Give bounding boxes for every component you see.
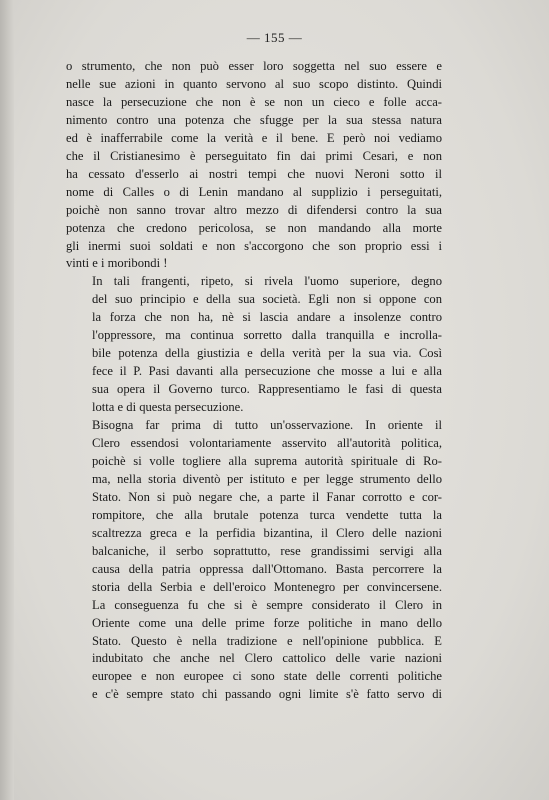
text-line: lotta e di questa persecuzione. (92, 400, 244, 415)
text-line: e c'è sempre stato chi passando ogni limite s'è fatto servo di (92, 687, 442, 702)
text-line: ha cessato d'esserlo ai nostri tempi che nuovi Neroni sotto il (66, 166, 442, 181)
text-line: Bisogna far prima di tutto un'osservazione. In oriente il (92, 418, 442, 433)
text-line: potenza che credono pericolosa, se non mandando alla morte (66, 220, 442, 235)
text-line: nimento contro una potenza che sfugge per la sua stessa natura (66, 112, 442, 127)
text-line: balcaniche, il serbo soprattutto, rese grandissimi servigi alla (92, 543, 442, 558)
text-line: che il Cristianesimo è perseguitato fin dai primi Cesari, e non (66, 148, 442, 163)
text-line: rompitore, che alla brutale potenza turca vendette tutta la (92, 507, 442, 522)
text-line: poichè non sanno trovar altro mezzo di difendersi contro la sua (66, 202, 442, 217)
text-line: sua opera il Governo turco. Rappresentiamo le fasi di questa (92, 382, 442, 397)
text-line: del suo principio e della sua società. Egli non si oppone con (92, 292, 442, 307)
paragraph-2 (66, 273, 442, 417)
paragraph-3 (66, 417, 442, 704)
text-line: Stato. Questo è nella tradizione e nell'opinione pubblica. E (92, 633, 442, 648)
paragraph-1 (66, 58, 442, 273)
text-line: nelle sue azioni in quanto servono al suo scopo distinto. Quindi (66, 76, 442, 91)
body-text (66, 58, 442, 704)
text-line: vinti e i moribondi ! (66, 256, 168, 271)
text-line: causa della patria oppressa dall'Ottomano. Basta percorrere la (92, 561, 442, 576)
text-line: bile potenza della giustizia e della verità per la sua via. Così (92, 346, 442, 361)
text-line: gli inermi suoi soldati e non s'accorgono che son proprio essi i (66, 238, 442, 253)
text-line: La conseguenza fu che si è sempre considerato il Clero in (92, 597, 442, 612)
text-line: o strumento, che non può esser loro soggetta nel suo essere e (66, 59, 442, 73)
text-line: indubitato che anche nel Clero cattolico delle varie nazioni (92, 651, 442, 666)
page-gutter-shadow (0, 0, 14, 800)
text-line: storia della Serbia e dell'eroico Montenegro per convincersene. (92, 579, 442, 594)
text-line: europee e non europee ci sono state delle correnti politiche (92, 669, 442, 684)
text-line: l'oppressore, ma continua sorretto dalla tranquilla e incrolla- (92, 328, 442, 343)
text-line: Oriente come una delle prime forze politiche in mano dello (92, 615, 442, 630)
page-number: — 155 — (246, 30, 303, 45)
text-line: poichè si volle togliere alla suprema autorità spirituale di Ro- (92, 453, 442, 468)
text-line: In tali frangenti, ripeto, si rivela l'uomo superiore, degno (92, 274, 442, 289)
text-line: la forza che non ha, nè si lascia andare a insolenze contro (92, 310, 442, 325)
text-line: Stato. Non si può negare che, a parte il Fanar corrotto e cor- (92, 489, 442, 504)
text-line: scaltrezza greca e la perfidia bizantina, il Clero delle nazioni (92, 525, 442, 540)
text-line: fece il P. Pasi davanti alla persecuzione che mosse a lui e alla (92, 364, 442, 379)
text-line: nome di Calles o di Lenin mandano al supplizio i perseguitati, (66, 184, 442, 199)
text-line: nasce la persecuzione che non è se non un cieco e folle acca- (66, 94, 442, 109)
text-line: Clero essendosi volontariamente asservito all'autorità politica, (92, 436, 442, 451)
text-line: ed è inafferrabile come la verità e il bene. E però noi vediamo (66, 130, 442, 145)
text-line: ma, nella storia diventò per istituto e per legge strumento dello (92, 471, 442, 486)
